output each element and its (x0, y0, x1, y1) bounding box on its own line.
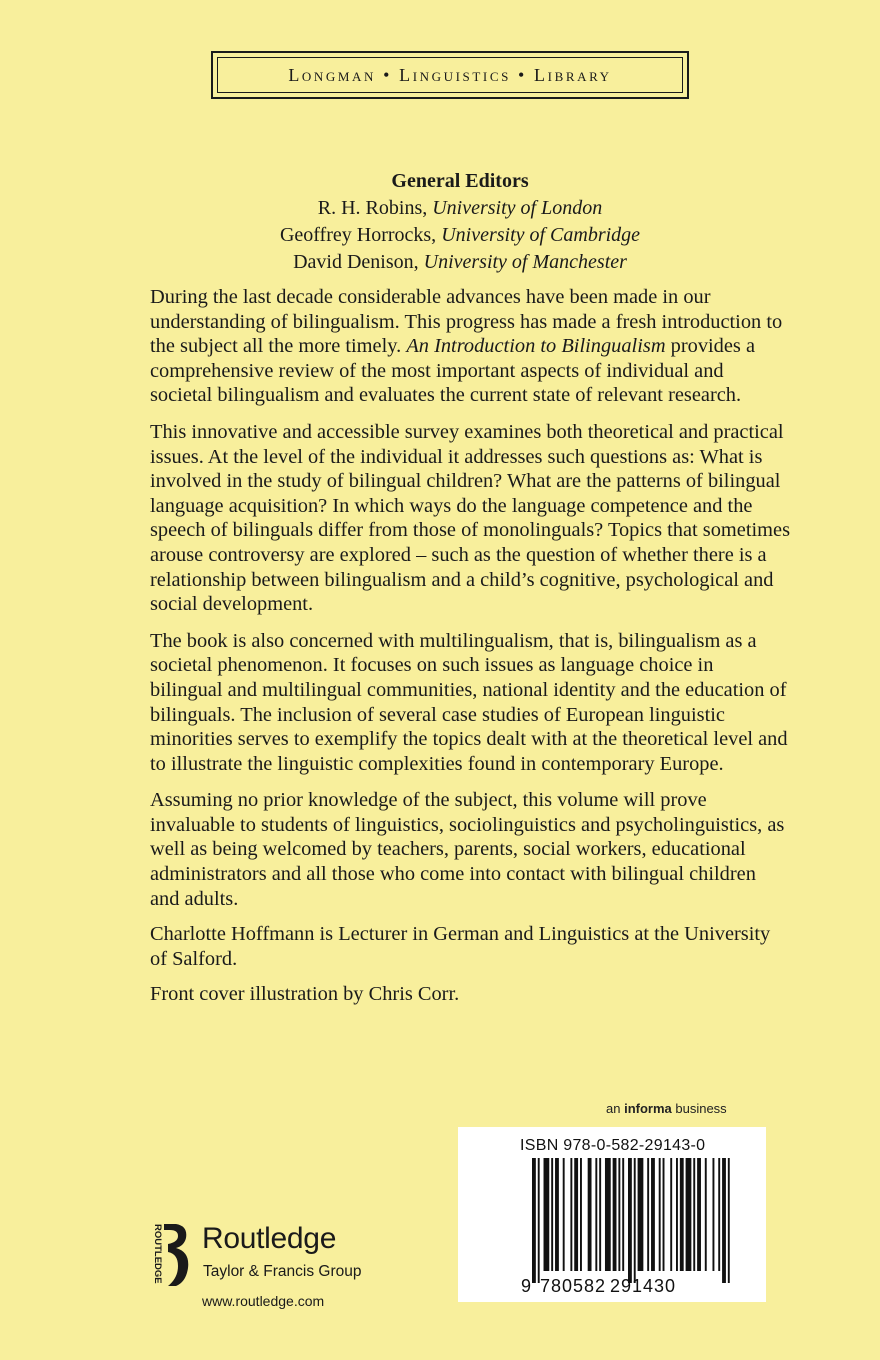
informa-prefix: an (606, 1101, 625, 1116)
series-title: Longman • Linguistics • Library (217, 57, 683, 93)
barcode-bar (638, 1158, 644, 1271)
barcode-bar (595, 1158, 597, 1271)
barcode-bar (722, 1158, 726, 1283)
barcode-bar (697, 1158, 701, 1271)
editor-name: Geoffrey Horrocks, (279, 224, 437, 246)
barcode-icon (458, 1127, 766, 1302)
informa-tagline (606, 1101, 727, 1116)
barcode-bar (563, 1158, 565, 1271)
series-frame (211, 51, 689, 99)
barcode-first-digit: 9 (521, 1276, 532, 1296)
barcode-bar (544, 1158, 550, 1271)
barcode-bar (551, 1158, 553, 1271)
barcode-bar (622, 1158, 624, 1271)
barcode-bar (659, 1158, 661, 1271)
barcode-bar (634, 1158, 636, 1283)
barcode-bar (599, 1158, 601, 1271)
blurb-paragraph-survey: This innovative and accessible survey examines both theoretical and practical issues. At the level of the individual it addresses such questions as: What is involved in the study of bilingual children? What are the patterns of bilingual language acquisition? In which ways do the language competence and the speech of bilinguals differ from those of monolinguals? Topics that sometimes arouse controversy are explored – such as the question of whether there is a relationship between bilingualism and a child’s cognitive, psychological and social development. (150, 420, 791, 616)
barcode-bar (532, 1158, 536, 1283)
barcode-bar (647, 1158, 649, 1271)
general-editors (150, 168, 770, 276)
blurb-text: During the last decade considerable advances have been made in our understanding of bilingualism. This progress has made a fresh introduction to the subject all the more timely. (150, 286, 783, 358)
barcode-bar (712, 1158, 714, 1271)
barcode-bar (605, 1158, 611, 1271)
blurb (150, 285, 790, 1019)
blurb-paragraph-intro (150, 285, 790, 408)
barcode-bar (676, 1158, 678, 1271)
editor-affiliation: University of London (432, 197, 603, 219)
barcode-bar (555, 1158, 559, 1271)
blurb-text: provides a comprehensive review of the most important aspects of individual and societal bilingualism and evaluates the current state of relevant research. (150, 335, 756, 407)
informa-suffix: business (671, 1101, 727, 1116)
routledge-logo-text: ROUTLEDGE (152, 1224, 163, 1284)
barcode-bar (718, 1158, 720, 1271)
editor-affiliation: University of Cambridge (441, 224, 641, 246)
editor-name: R. H. Robins, (317, 197, 428, 219)
blurb-paragraph-multilingualism: The book is also concerned with multilingualism, that is, bilingualism as a societal phenomenon. It focuses on such issues as language choice in bilingual and multilingual communities, national identity and the education of bilinguals. The inclusion of several case studies of European linguistic minorities serves to exemplify the topics dealt with at the theoretical level and to illustrate the linguistic complexities found in contemporary Europe. (150, 629, 788, 775)
isbn-text: ISBN 978-0-582-29143-0 (520, 1137, 706, 1154)
barcode-bar (580, 1158, 582, 1271)
barcode-bar (613, 1158, 617, 1271)
barcode-bar (663, 1158, 665, 1271)
editor-line (150, 195, 770, 222)
barcode-bar (705, 1158, 707, 1271)
barcode-bar (570, 1158, 572, 1271)
editor-line (150, 222, 770, 249)
barcode-bar (680, 1158, 684, 1271)
barcode-bar (618, 1158, 620, 1271)
author-note: Charlotte Hoffmann is Lecturer in German and Linguistics at the University of Salford. (150, 923, 771, 970)
barcode-bar (538, 1158, 540, 1283)
editor-name: David Denison, (293, 251, 419, 273)
illustration-credit: Front cover illustration by Chris Corr. (150, 983, 460, 1006)
routledge-logo-icon (146, 1222, 194, 1288)
barcode-bar (686, 1158, 692, 1271)
publisher-url[interactable]: www.routledge.com (202, 1293, 325, 1309)
editor-affiliation: University of Manchester (423, 251, 627, 273)
barcode-right-digits: 291430 (610, 1276, 677, 1296)
barcode-bar (728, 1158, 730, 1283)
publisher-group: Taylor & Francis Group (203, 1263, 362, 1280)
barcode-bar (628, 1158, 632, 1283)
barcode-bar (670, 1158, 672, 1271)
informa-brand: informa (624, 1101, 672, 1116)
blurb-paragraph-audience: Assuming no prior knowledge of the subject, this volume will prove invaluable to students of linguistics, sociolinguistics and psycholinguistics, as well as being welcomed by teachers, parents, social workers, educational administrators and all those who come into contact with bilingual children and adults. (150, 789, 785, 910)
publisher-name: Routledge (202, 1222, 337, 1255)
barcode-left-digits: 780582 (540, 1276, 607, 1296)
editor-line (150, 249, 770, 276)
barcode-bar (693, 1158, 695, 1271)
barcode-bar (651, 1158, 655, 1271)
book-title: An Introduction to Bilingualism (406, 335, 666, 358)
barcode-bar (574, 1158, 578, 1271)
barcode-panel (458, 1127, 766, 1302)
barcode-bar (588, 1158, 592, 1271)
editors-heading: General Editors (391, 170, 529, 192)
